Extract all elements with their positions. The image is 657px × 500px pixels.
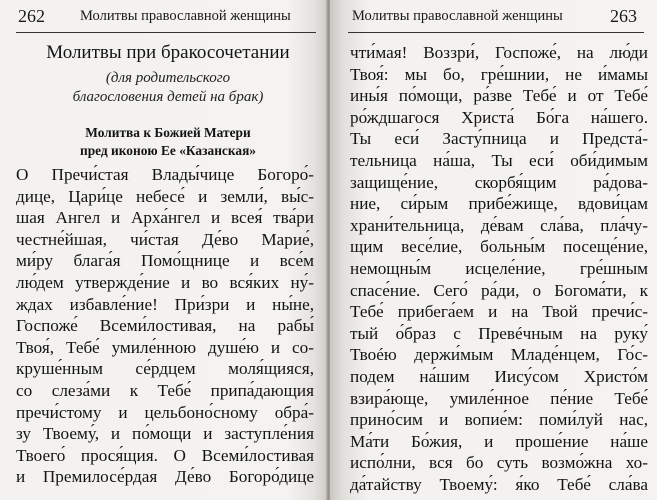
left-header-rule bbox=[16, 32, 316, 33]
text-line: со слеза́ми к Тебе́ припа́дающия bbox=[16, 380, 314, 400]
text-line: О Пречи́стая Влады́чице Богоро́- bbox=[16, 165, 314, 184]
right-running-head bbox=[330, 6, 657, 28]
text-line: храни́тельница, де́вам сла́ва, пла́чу- bbox=[350, 215, 648, 235]
prayer-title-line: Молитва к Божией Матери bbox=[85, 125, 251, 140]
text-line: Госпоже́ Всеми́лостивая, на рабы́ bbox=[16, 316, 314, 336]
right-body-text bbox=[350, 42, 648, 495]
text-line: ние, си́рым прибе́жище, вдови́цам bbox=[350, 194, 648, 214]
right-page-number: 263 bbox=[610, 6, 637, 26]
section-subtitle bbox=[20, 69, 316, 107]
text-line: ины́я по́мощи, ра́зве Тебе́ и от Тебе́ bbox=[350, 86, 648, 106]
left-page-number: 262 bbox=[18, 6, 45, 26]
text-line: Ты еси́ Засту́пница и Предста́- bbox=[350, 129, 648, 149]
text-line: Твоéю держи́мым Младе́нцем, Го́с- bbox=[350, 345, 648, 365]
text-line: честне́йшая, чи́стая Де́во Марие́, bbox=[16, 229, 314, 249]
section-subtitle-line: (для родительского bbox=[105, 70, 231, 86]
right-page bbox=[330, 0, 657, 500]
text-line: лю́дем утвержде́ние и во вся́ких ну́- bbox=[16, 272, 314, 292]
text-line: тельница на́ша, Ты еси́ оби́димым bbox=[350, 150, 648, 170]
text-line: щим весе́лие, больны́м посеще́ние, bbox=[350, 237, 648, 257]
text-line: шая Ангел и Арха́нгел и всея́ тва́ри bbox=[16, 208, 314, 228]
text-line: тый о́браз с Превéчным на руку́ bbox=[350, 323, 648, 343]
text-line: чти́мая! Воззри́, Госпоже́, на лю́ди bbox=[350, 43, 648, 62]
text-line: немощны́м исцеле́ние, гре́шным bbox=[350, 258, 648, 278]
text-line: и Премилосе́рдая Де́во Богоро́дице bbox=[16, 467, 314, 487]
text-line: спасе́ние. Сего́ ра́ди, о Богома́ти, к bbox=[350, 280, 648, 300]
text-line: да́тайству Твоему́: я́ко Тебе́ сла́ва bbox=[350, 474, 648, 494]
text-line: Твоя́, Тебе́ умиле́нною душе́ю и со- bbox=[16, 337, 314, 357]
right-running-title: Молитвы православной женщины bbox=[352, 8, 563, 24]
text-line: ро́ждшагося Христа́ Бо́га на́шего. bbox=[350, 107, 648, 127]
prayer-title bbox=[20, 124, 316, 160]
text-line: зу Твоему́, и по́мощи и заступле́ния bbox=[16, 424, 314, 444]
text-line: круше́нным се́рдцем моля́щияся, bbox=[16, 359, 314, 379]
right-header-rule bbox=[348, 32, 644, 33]
text-line: взира́юще, умиле́нное пе́ние Тебе́ bbox=[350, 388, 648, 408]
left-body-text bbox=[16, 164, 314, 488]
left-running-head bbox=[0, 6, 327, 28]
text-line: прино́сим и вопие́м: поми́луй нас, bbox=[350, 410, 648, 430]
text-line: Твоя́: мы бо, гре́шнии, не и́мамы bbox=[350, 64, 648, 84]
prayer-title-line: пред иконою Ее «Казанская» bbox=[79, 143, 257, 158]
text-line: Ма́ти Бо́жия, и проше́ние на́ше bbox=[350, 431, 648, 451]
text-line: пречи́стому и цельбоно́сному обра́- bbox=[16, 402, 314, 422]
section-title: Молитвы при бракосочетании bbox=[46, 42, 290, 63]
text-line: подем на́шим Иису́сом Христо́м bbox=[350, 366, 648, 386]
text-line: ждах избавле́ние! При́зри и ны́не, bbox=[16, 294, 314, 314]
left-page bbox=[0, 0, 327, 500]
text-line: испо́лни, вся бо суть возмо́жна хо- bbox=[350, 453, 648, 473]
text-line: защище́ние, скорбя́щим ра́дова- bbox=[350, 172, 648, 192]
left-running-title: Молитвы православной женщины bbox=[80, 8, 291, 24]
section-subtitle-line: благословения детей на брак) bbox=[72, 89, 264, 105]
text-line: Твоего́ прося́щия. О Всеми́лостивая bbox=[16, 445, 314, 465]
text-line: Тебе́ прибега́ем и на Твой пречи́с- bbox=[350, 302, 648, 322]
text-line: ми́ру блага́я Помо́щнице и все́м bbox=[16, 251, 314, 271]
text-line: дице, Цари́це небесе́ и земли́, вы́с- bbox=[16, 186, 314, 206]
